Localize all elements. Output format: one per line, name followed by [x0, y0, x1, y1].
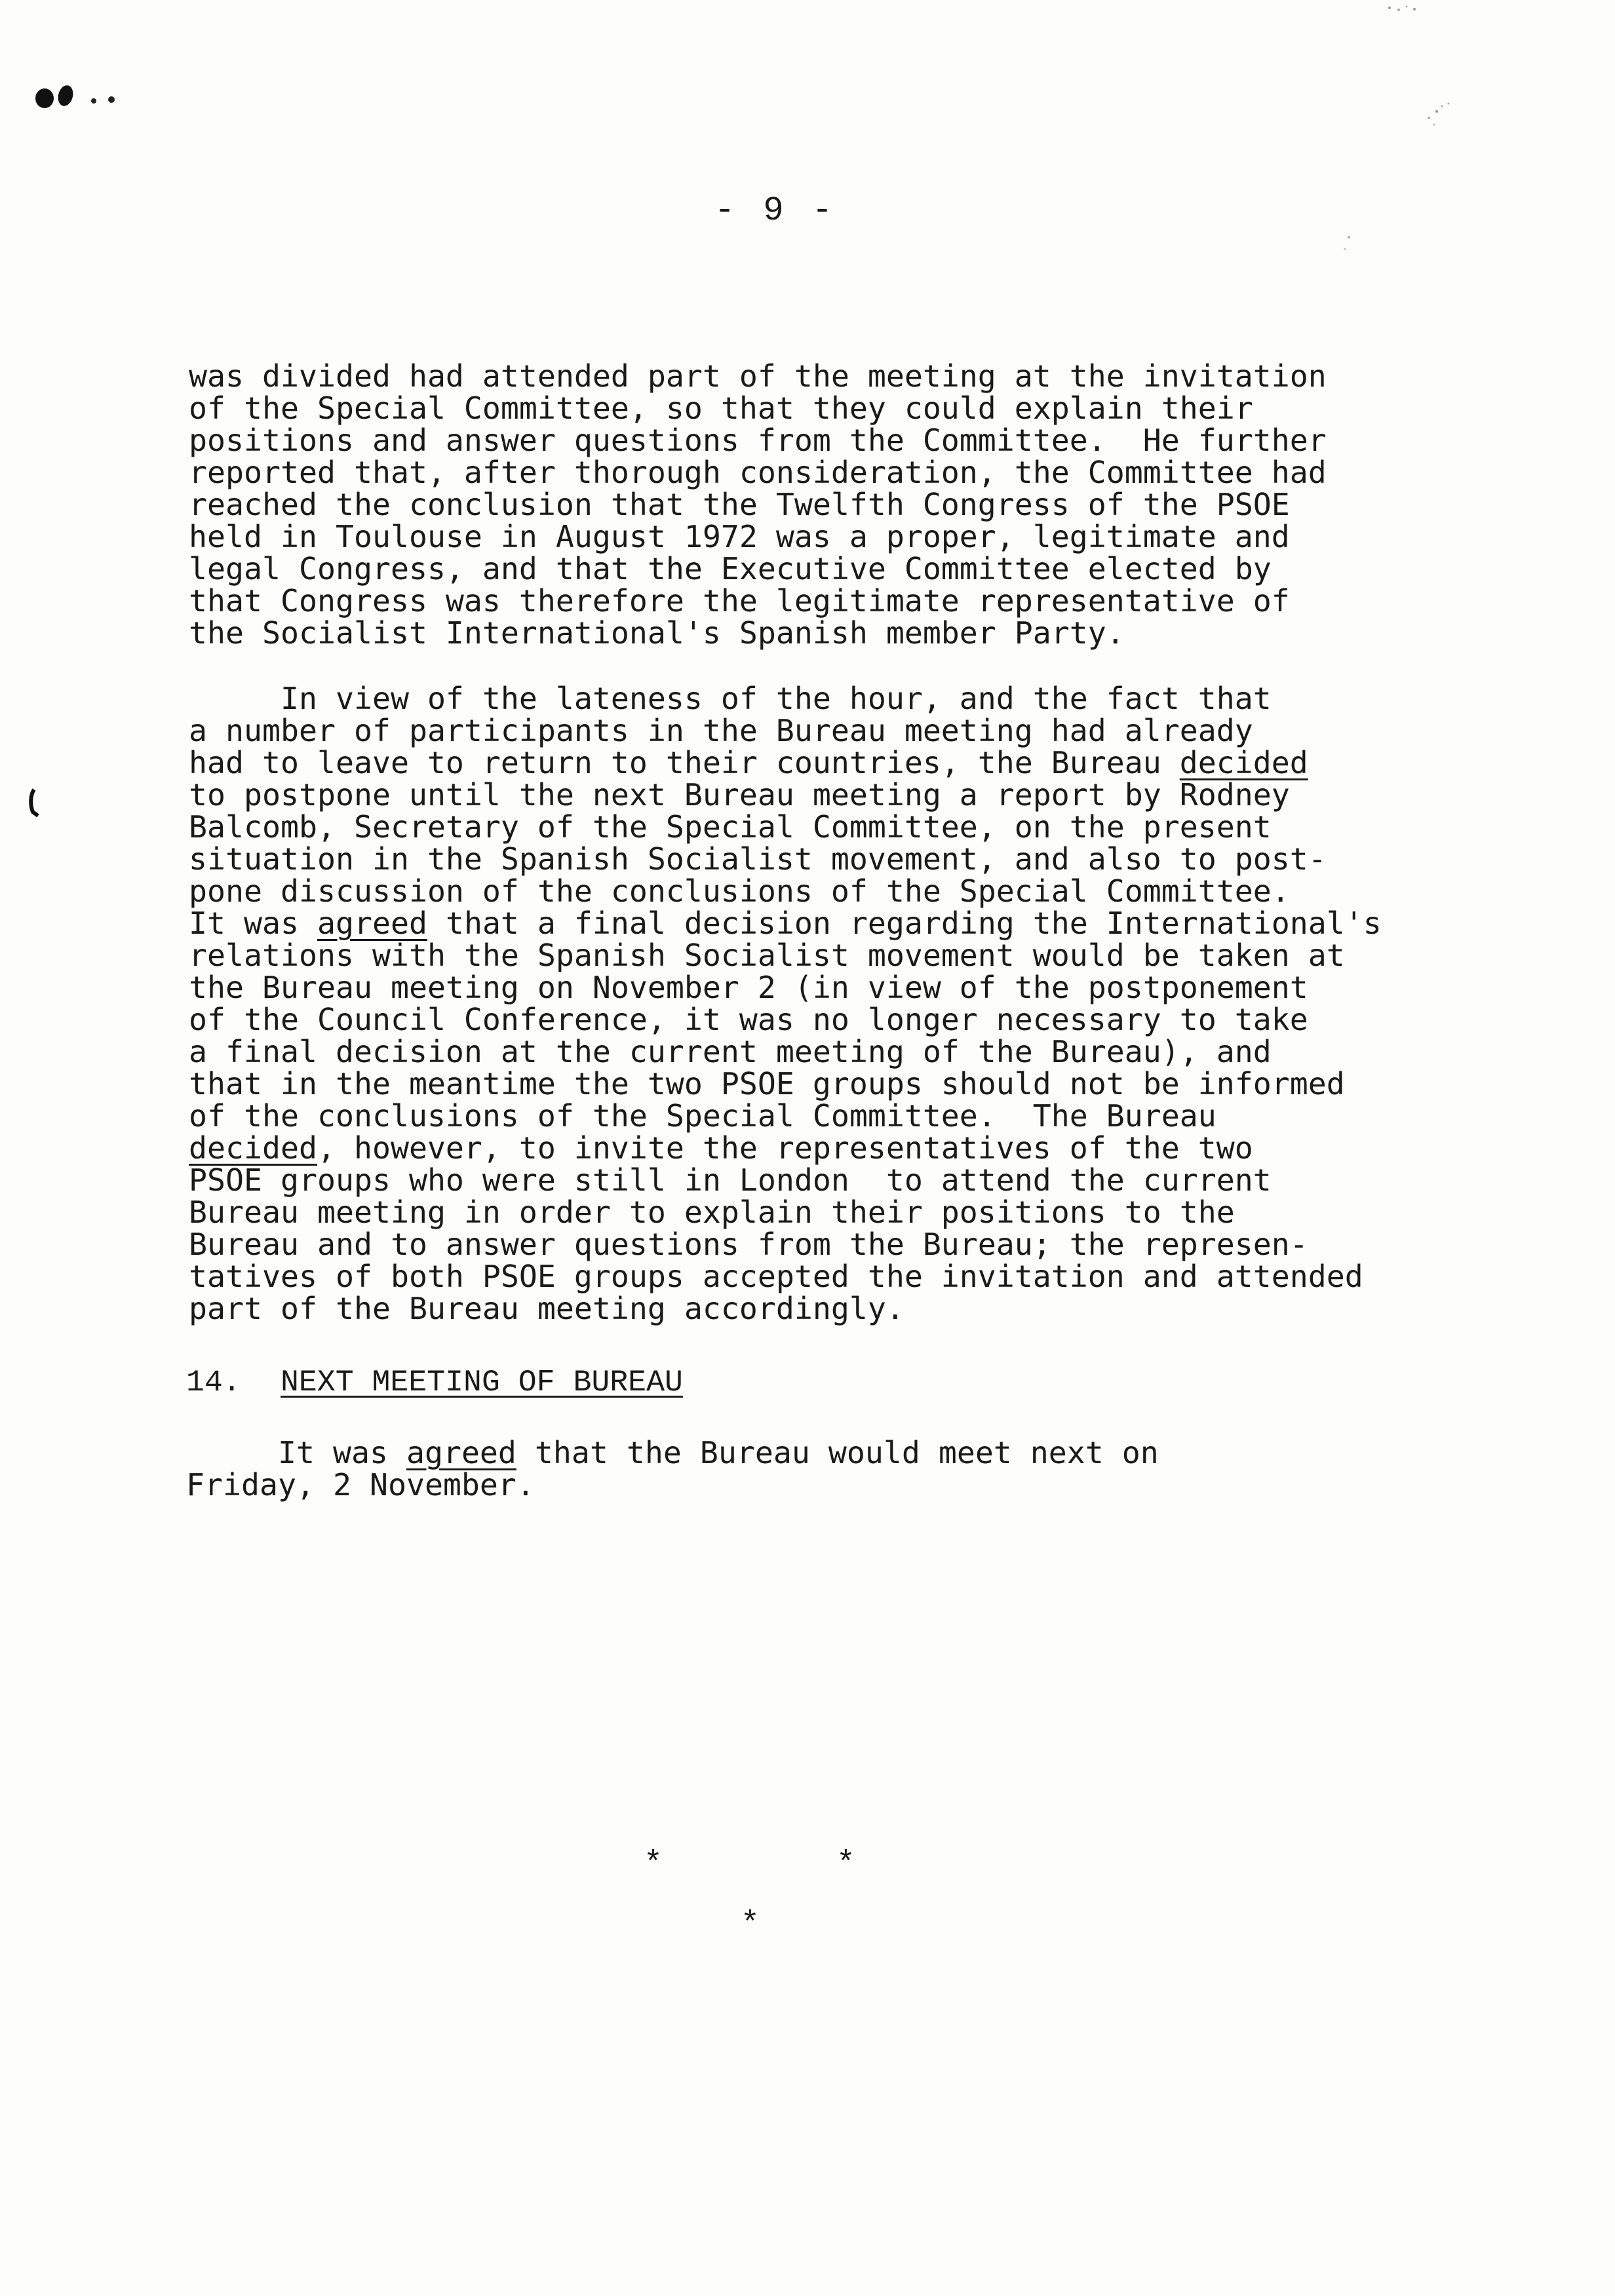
text-line: the Bureau meeting on November 2 (in view of the postponement [189, 970, 1308, 1005]
text-line: PSOE groups who were still in London to attend the current [189, 1162, 1272, 1198]
paragraph-committee-report [189, 360, 1500, 649]
text-line: reported that, after thorough consideration, the Committee had [189, 455, 1327, 490]
text-line: Friday, 2 November. [186, 1467, 535, 1502]
text-line: situation in the Spanish Socialist movement, and also to post- [189, 841, 1327, 877]
text-line: of the conclusions of the Special Committee. The Bureau [189, 1098, 1216, 1134]
margin-bracket-mark [28, 788, 41, 817]
underlined-agreed: agreed [317, 906, 427, 941]
text-line: part of the Bureau meeting accordingly. [189, 1291, 905, 1326]
paragraph-bureau-decision [189, 683, 1500, 1325]
text-line: relations with the Spanish Socialist movement would be taken at [189, 938, 1345, 973]
text-line: that in the meantime the two PSOE groups should not be informed [189, 1066, 1345, 1101]
punch-hole-marks [33, 77, 190, 117]
section-title: NEXT MEETING OF BUREAU [281, 1365, 683, 1400]
text-line: was divided had attended part of the meeting at the invitation [189, 358, 1327, 394]
text-line: a final decision at the current meeting of the Bureau), and [189, 1034, 1272, 1069]
text-line: of the Council Conference, it was no longer necessary to take [189, 1002, 1308, 1037]
page-number: - 9 - [714, 191, 837, 230]
text-line: of the Special Committee, so that they could explain their [189, 391, 1253, 426]
text-line: to postpone until the next Bureau meeting a report by Rodney [189, 777, 1290, 813]
asterisk: * [644, 1846, 663, 1882]
text-line: held in Toulouse in August 1972 was a proper, legitimate and [189, 519, 1290, 554]
text-line: legal Congress, and that the Executive Committee elected by [189, 551, 1272, 586]
scan-speck [1337, 229, 1357, 262]
scan-speck [1416, 92, 1468, 138]
underlined-decided: decided [1179, 745, 1308, 780]
text-line: pone discussion of the conclusions of the Special Committee. [189, 873, 1290, 909]
text-line: tatives of both PSOE groups accepted the invitation and attended [189, 1259, 1363, 1294]
text-line: reached the conclusion that the Twelfth Congress of the PSOE [189, 487, 1290, 522]
text-line: Bureau and to answer questions from the Bureau; the represen- [189, 1227, 1308, 1262]
text-line: It was agreed that the Bureau would meet next on [186, 1435, 1159, 1470]
text-line: a number of participants in the Bureau meeting had already [189, 713, 1253, 748]
scan-speck [1376, 0, 1429, 20]
text-line: that Congress was therefore the legitimate representative of [189, 583, 1290, 619]
underlined-agreed: agreed [406, 1435, 516, 1470]
text-line: It was agreed that a final decision regarding the International's [189, 906, 1382, 941]
text-line: had to leave to return to their countries, the Bureau decided [189, 745, 1308, 780]
section-number: 14. [186, 1365, 241, 1400]
asterisk: * [836, 1846, 855, 1882]
underlined-decided: decided [189, 1130, 317, 1166]
section-14-heading [186, 1366, 683, 1398]
text-line: decided, however, to invite the representatives of the two [189, 1130, 1253, 1166]
asterisk: * [741, 1907, 760, 1942]
text-line: the Socialist International's Spanish member Party. [189, 615, 1125, 651]
text-line: In view of the lateness of the hour, and the fact that [189, 681, 1272, 716]
text-line: Bureau meeting in order to explain their positions to the [189, 1195, 1235, 1230]
paragraph-next-meeting [186, 1437, 1497, 1501]
text-line: positions and answer questions from the Committee. He further [189, 423, 1327, 458]
text-line: Balcomb, Secretary of the Special Committee, on the present [189, 809, 1272, 845]
